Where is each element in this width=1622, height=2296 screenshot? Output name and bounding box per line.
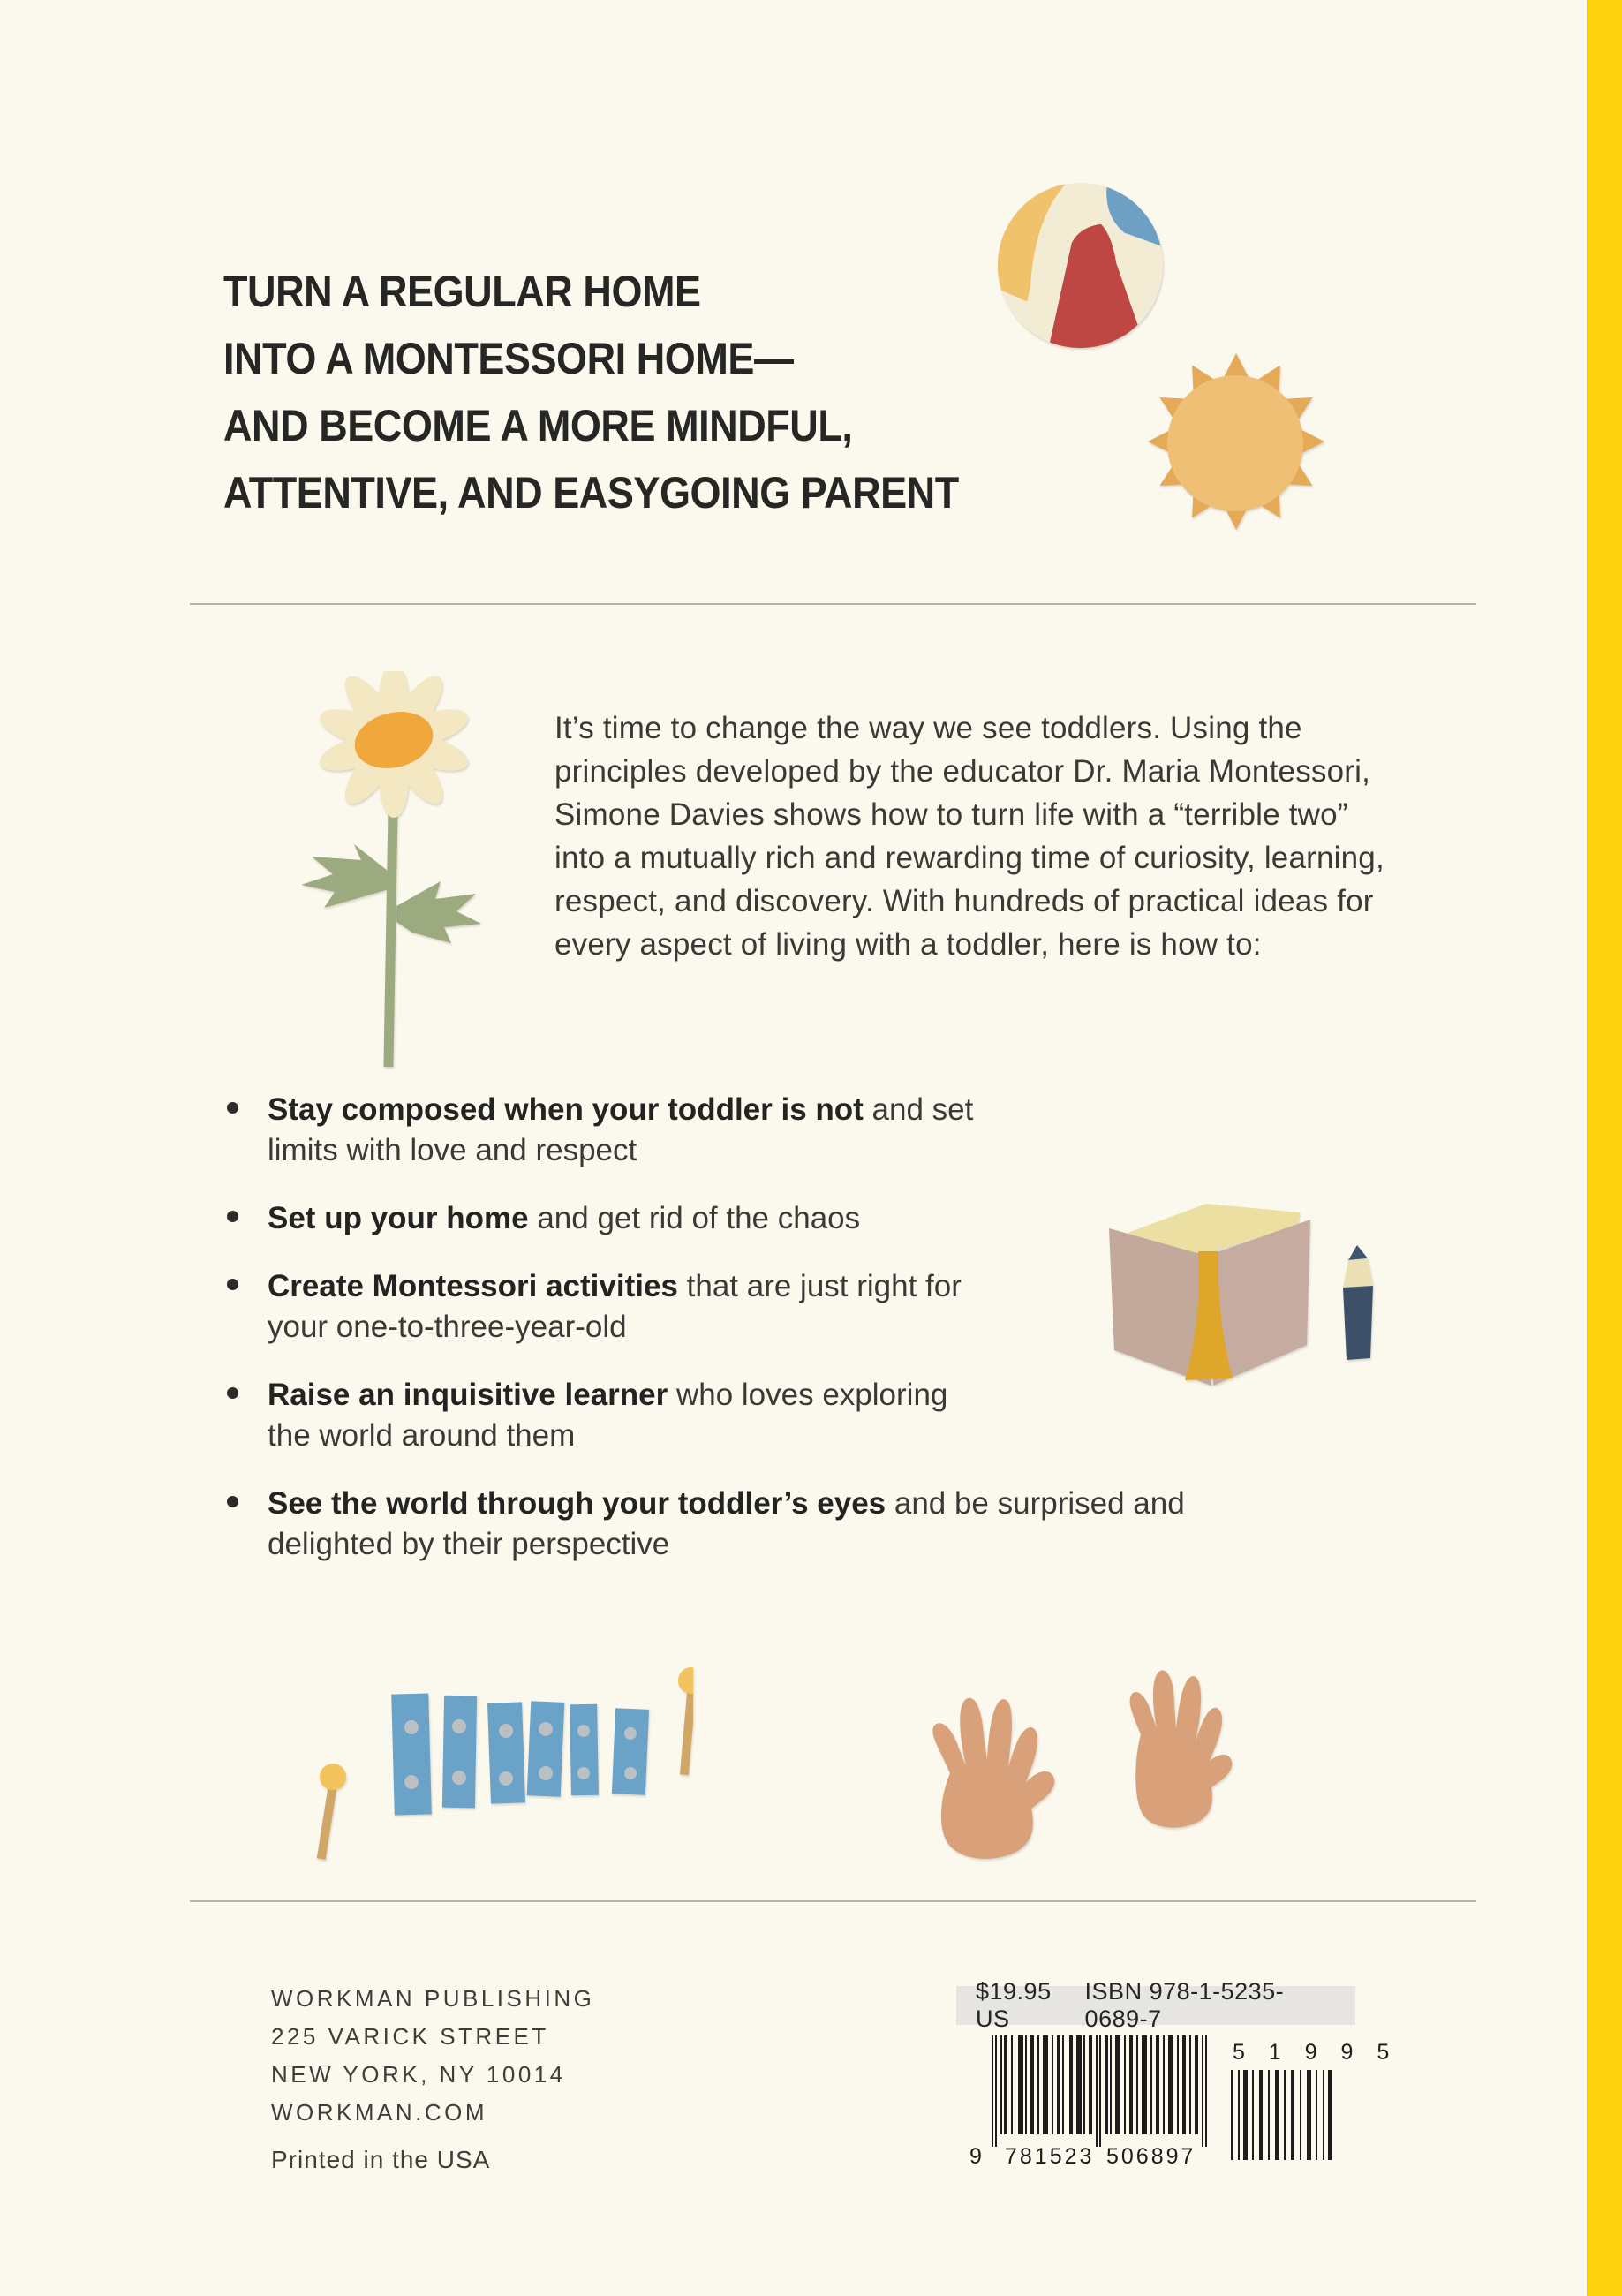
barcode-digits: 506897 bbox=[1106, 2144, 1196, 2169]
printed-in-usa: Printed in the USA bbox=[271, 2146, 491, 2173]
bullet-dot bbox=[227, 1211, 238, 1222]
divider bbox=[190, 1900, 1476, 1902]
bullet-dot bbox=[227, 1387, 238, 1399]
headline-line: AND BECOME A MORE MINDFUL, bbox=[223, 401, 853, 450]
barcode-supplement bbox=[1231, 2070, 1337, 2160]
daisy-flower-icon bbox=[292, 671, 495, 1073]
publisher-line: 225 VARICK STREET bbox=[271, 2023, 549, 2050]
yellow-spine-stripe bbox=[1587, 0, 1622, 2296]
beach-ball-icon bbox=[994, 179, 1166, 351]
list-item: Create Montessori activities that are just right for your one-to-three-year-old bbox=[227, 1266, 1027, 1348]
headline bbox=[223, 258, 959, 526]
isbn-price-strip bbox=[956, 1978, 1355, 2032]
isbn-label: ISBN 978-1-5235-0689-7 bbox=[1084, 1978, 1285, 2032]
list-item: See the world through your toddler’s eyes and be surprised and delighted by their perspective bbox=[227, 1484, 1269, 1565]
list-item: Stay composed when your toddler is not and set limits with love and respect bbox=[227, 1090, 1000, 1171]
headline-line: INTO A MONTESSORI HOME— bbox=[223, 334, 794, 383]
barcode-digit: 9 bbox=[969, 2144, 982, 2169]
list-item: Set up your home and get rid of the chaos bbox=[227, 1198, 1269, 1239]
price: $19.95 US bbox=[976, 1978, 1052, 2032]
open-book-icon bbox=[1102, 1197, 1318, 1391]
pencil-icon bbox=[1340, 1245, 1379, 1362]
divider bbox=[190, 603, 1476, 605]
publisher-address bbox=[271, 1980, 594, 2132]
list-item: Raise an inquisitive learner who loves exploring the world around them bbox=[227, 1375, 974, 1456]
bullet-dot bbox=[227, 1496, 238, 1507]
toddler-hands-icon bbox=[909, 1644, 1254, 1874]
barcode-digits: 781523 bbox=[1005, 2144, 1095, 2169]
barcode bbox=[992, 2035, 1207, 2161]
bullet-dot bbox=[227, 1279, 238, 1290]
bullet-dot bbox=[227, 1102, 238, 1114]
barcode-supplement-digits: 5 1 9 9 5 bbox=[1233, 2040, 1399, 2065]
publisher-line: NEW YORK, NY 10014 bbox=[271, 2061, 566, 2088]
publisher-website: WORKMAN.COM bbox=[271, 2099, 488, 2126]
intro-paragraph: It’s time to change the way we see toddlers. Using the principles developed by the educator Dr. Maria Montessori, Simone Davies shows how to turn life with a “terrible two” into a mutually rich and rewarding time of curiosity, learning, respect, and discovery. With hundreds of practical ideas for every aspect of living with a toddler, here is how to: bbox=[554, 711, 1384, 962]
headline-line: TURN A REGULAR HOME bbox=[223, 267, 701, 316]
sun-icon bbox=[1143, 349, 1329, 534]
xylophone-icon bbox=[313, 1658, 693, 1866]
headline-line: ATTENTIVE, AND EASYGOING PARENT bbox=[223, 468, 959, 517]
publisher-line: WORKMAN PUBLISHING bbox=[271, 1985, 595, 2012]
